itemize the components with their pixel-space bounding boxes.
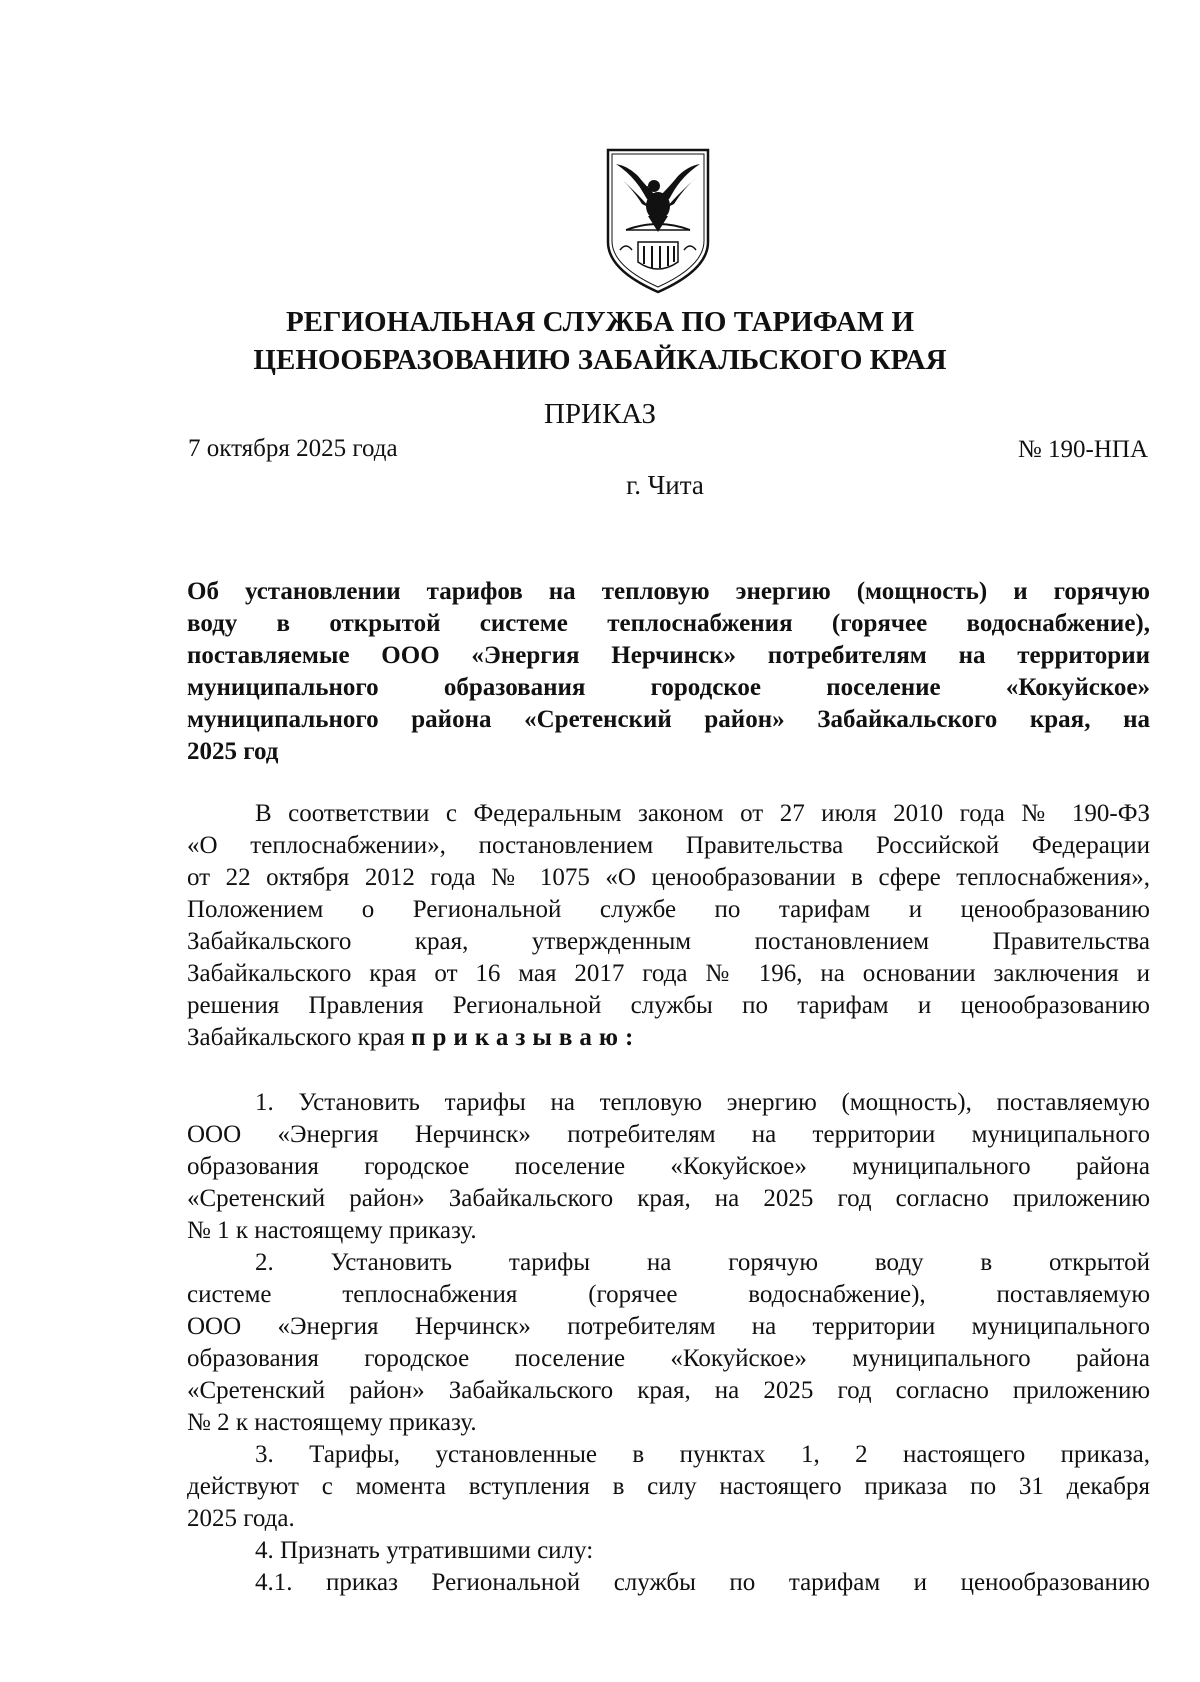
item-1-line: «Сретенский район» Забайкальского края, на 2025 год согласно приложению <box>187 1185 1150 1212</box>
item-1-line: № 1 к настоящему приказу. <box>187 1217 477 1244</box>
item-1-paragraph <box>187 1087 1150 1247</box>
item-2-line: 2. Установить тарифы на горячую воду в открытой <box>255 1249 1150 1276</box>
document-number: № 190-НПА <box>1017 436 1148 463</box>
preamble-line: от 22 октября 2012 года № 1075 «О ценообразовании в сфере теплоснабжения», <box>187 864 1150 891</box>
subject-line: 2025 год <box>187 738 279 765</box>
item-2-line: системе теплоснабжения (горячее водоснабжение), поставляемую <box>187 1281 1150 1308</box>
item-1-line: ООО «Энергия Нерчинск» потребителям на территории муниципального <box>187 1121 1150 1148</box>
item-3-line: 3. Тарифы, установленные в пунктах 1, 2 настоящего приказа, <box>255 1441 1150 1468</box>
subject-line: муниципального образования городское поселение «Кокуйское» <box>187 674 1150 701</box>
item-4-1-line: 4.1. приказ Региональной службы по тарифам и ценообразованию <box>255 1569 1150 1596</box>
preamble-line <box>187 1022 1150 1054</box>
coat-of-arms-emblem <box>604 146 712 296</box>
preamble-paragraph <box>187 798 1150 1054</box>
item-1-line: 1. Установить тарифы на тепловую энергию (мощность), поставляемую <box>255 1089 1150 1116</box>
subject-line: Об установлении тарифов на тепловую энергию (мощность) и горячую <box>187 578 1150 605</box>
item-3-line: действуют с момента вступления в силу настоящего приказа по 31 декабря <box>187 1473 1150 1500</box>
preamble-line: В соответствии с Федеральным законом от 27 июля 2010 года № 190-ФЗ <box>255 800 1150 827</box>
item-2-line: образования городское поселение «Кокуйское» муниципального района <box>187 1345 1150 1372</box>
item-4-paragraph <box>187 1535 1150 1599</box>
item-2-line: ООО «Энергия Нерчинск» потребителям на территории муниципального <box>187 1313 1150 1340</box>
item-3-line: 2025 года. <box>187 1505 295 1532</box>
document-type: ПРИКАЗ <box>543 398 657 430</box>
subject-line: муниципального района «Сретенский район» Забайкальского края, на <box>187 706 1150 733</box>
agency-title-line-2: ЦЕНООБРАЗОВАНИЮ ЗАБАЙКАЛЬСКОГО КРАЯ <box>253 344 947 376</box>
subject-line: поставляемые ООО «Энергия Нерчинск» потребителям на территории <box>187 642 1150 669</box>
document-city: г. Чита <box>626 470 704 500</box>
item-2-line: № 2 к настоящему приказу. <box>187 1409 477 1436</box>
document-date: 7 октября 2025 года <box>188 435 398 462</box>
agency-title <box>150 303 1050 379</box>
preamble-line: Положением о Региональной службе по тарифам и ценообразованию <box>187 896 1150 923</box>
item-2-line: «Сретенский район» Забайкальского края, на 2025 год согласно приложению <box>187 1377 1150 1404</box>
document-body <box>187 798 1150 1599</box>
preamble-line: решения Правления Региональной службы по тарифам и ценообразованию <box>187 992 1150 1019</box>
preamble-line: «О теплоснабжении», постановлением Правительства Российской Федерации <box>187 832 1150 859</box>
preamble-line: Забайкальского края от 16 мая 2017 года № 196, на основании заключения и <box>187 960 1150 987</box>
preamble-line: Забайкальского края, утвержденным постановлением Правительства <box>187 928 1150 955</box>
subject-line: воду в открытой системе теплоснабжения (горячее водоснабжение), <box>187 610 1150 637</box>
item-2-paragraph <box>187 1247 1150 1439</box>
order-word: приказываю: <box>411 1024 641 1051</box>
agency-title-line-1: РЕГИОНАЛЬНАЯ СЛУЖБА ПО ТАРИФАМ И <box>285 306 915 338</box>
item-4-line: 4. Признать утратившими силу: <box>255 1537 594 1564</box>
preamble-last-line: Забайкальского края <box>187 1024 405 1051</box>
document-subject <box>187 576 1150 768</box>
item-1-line: образования городское поселение «Кокуйское» муниципального района <box>187 1153 1150 1180</box>
item-3-paragraph <box>187 1439 1150 1535</box>
